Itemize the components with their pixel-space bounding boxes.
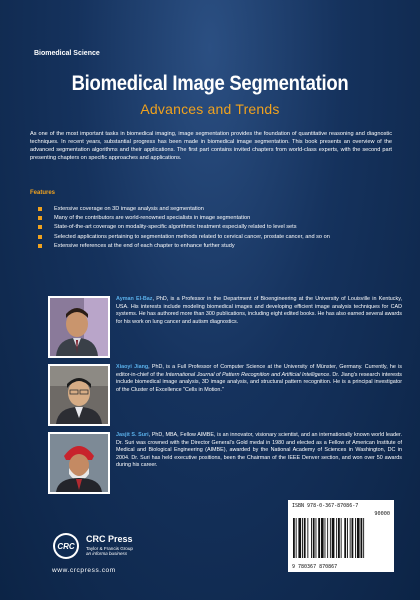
feature-text: Extensive references at the end of each chapter to enhance further study	[54, 242, 235, 249]
publisher-block	[52, 528, 202, 572]
author-bio-text	[116, 296, 402, 326]
author-bio-text	[116, 432, 402, 470]
feature-text: Many of the contributors are world-renowned specialists in image segmentation	[54, 215, 251, 222]
feature-item	[38, 205, 368, 213]
author-description: , PhD, is a Professor in the Department of Bioengineering at the University of Louisville in Kentucky, USA. His interests include modeling biomedical images and developing efficient image analysis techniques for CAD systems. He has authored more than 300 publications, including eight edited books. He has also earned several awards for his work on lung cancer and autism diagnostics.	[116, 296, 402, 325]
author-portrait-icon	[50, 298, 108, 356]
author-bio-el-baz	[34, 296, 404, 358]
feature-item	[38, 214, 368, 222]
book-title: Biomedical Image Segmentation	[71, 72, 349, 95]
author-description: , PhD, is a Full Professor of Computer Science at the University of Münster, Germany. Currently, he is editor-in-chief of the	[116, 364, 402, 378]
bullet-icon	[38, 235, 42, 239]
bullet-icon	[38, 216, 42, 220]
author-bio-suri	[34, 432, 404, 494]
crc-logo-graphic	[52, 532, 80, 560]
feature-item	[38, 242, 368, 250]
barcode-icon	[292, 518, 390, 562]
bullet-icon	[38, 207, 42, 211]
publisher-name: CRC Press	[86, 534, 133, 544]
author-portrait-icon	[50, 366, 108, 424]
isbn-label: ISBN 978-0-367-87086-7	[292, 503, 359, 509]
feature-text: State-of-the-art coverage on modality-specific algorithmic treatment especially related to level sets	[54, 224, 297, 231]
author-photo-suri	[48, 432, 110, 494]
author-bio-jiang	[34, 364, 404, 426]
barcode-panel	[288, 500, 394, 572]
author-photo-el-baz	[48, 296, 110, 358]
book-description: As one of the most important tasks in biomedical imaging, image segmentation provides the foundation of quantitative reasoning and diagnostic techniques. In recent years, substantial progress has been made in biomedical image segmentation. This book presents an overview of the advanced segmentation algorithms and their applications. The first part contains invited chapters from world-class experts, with the second part presenting chapters on specific approaches and applications.	[30, 131, 392, 161]
publisher-url: www.crcpress.com	[52, 567, 116, 574]
book-subtitle: Advances and Trends	[140, 101, 280, 117]
author-description: . Dr. Jiang's research interests include biomedical image analysis, 3D image analysis, and structural pattern recognition. He is a principal investigator of the Cluster of Excellence "Cells in Motion."	[116, 371, 402, 393]
series-label: Biomedical Science	[34, 50, 100, 57]
barcode-digits: 9 780367 870867	[292, 564, 338, 570]
journal-title: International Journal of Pattern Recognition and Artificial Intelligence	[165, 371, 330, 378]
features-list	[38, 205, 368, 251]
publisher-group	[86, 546, 133, 556]
author-description: , PhD, MBA, Fellow AIMBE, is an innovator, visionary scientist, and an internationally known world leader. Dr. Suri was crowned with the Director General's Gold medal in 1980 and elected as a Fellow of American Institute of Medical and Biological Engineering (AIMBE), awarded by the National Academy of Sciences in Washington, DC in 2004. Dr. Suri has held executive positions, been the Chairman of the IEEE Denver section, and won over 50 awards during his career.	[116, 432, 403, 469]
author-name: Ayman El-Baz	[116, 296, 153, 302]
crc-logo-text: CRC	[57, 542, 75, 551]
author-name: Xiaoyi Jiang	[116, 364, 149, 370]
price-code: 90000	[374, 511, 390, 517]
feature-item	[38, 233, 368, 241]
publisher-business: an informa business	[86, 551, 128, 556]
author-portrait-icon	[50, 434, 108, 492]
bullet-icon	[38, 225, 42, 229]
crc-logo-icon	[52, 532, 80, 560]
bullet-icon	[38, 244, 42, 248]
author-photo-jiang	[48, 364, 110, 426]
features-heading: Features	[30, 190, 56, 196]
publisher-group-name: Taylor & Francis Group	[86, 546, 133, 551]
feature-text: Extensive coverage on 3D image analysis and segmentation	[54, 206, 204, 212]
author-bio-text	[116, 364, 402, 394]
author-name: Jasjit S. Suri	[116, 432, 149, 438]
feature-item	[38, 223, 368, 231]
feature-text: Selected applications pertaining to segmentation methods related to cervical cancer, prostate cancer, and so on	[54, 233, 330, 240]
